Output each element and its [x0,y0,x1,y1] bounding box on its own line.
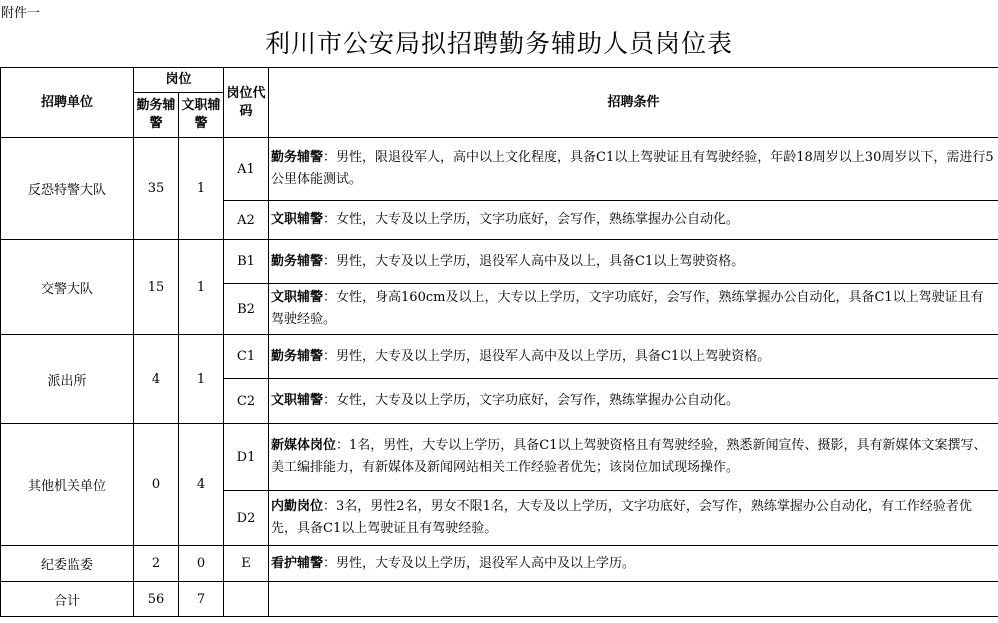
civil-count: 1 [179,240,224,335]
table-row [1,138,998,201]
total-conditions-empty [269,582,998,617]
positions-table [0,67,998,617]
condition-text: ：男性，限退役军人，高中以上文化程度，具备C1以上驾驶证且有驾驶经验，年龄18周岁以上30周岁以下，需进行5公里体能测试。 [271,150,994,187]
page-title: 利川市公安局拟招聘勤务辅助人员岗位表 [264,29,733,58]
attachment-label: 附件一 [1,6,41,21]
table-row [1,424,998,491]
condition-cell [269,284,998,335]
condition-cell [269,424,998,491]
condition-text: ：3名，男性2名，男女不限1名，大专及以上学历，文字功底好，会写作，熟练掌握办公自动化，有工作经验者优先，具备C1以上驾驶证且有驾驶经验。 [271,499,972,536]
duty-count: 2 [134,546,179,582]
total-civil: 7 [179,582,224,617]
condition-keyword: 文职辅警 [271,212,324,227]
condition-cell [269,201,998,240]
table-row [1,240,998,284]
civil-count: 1 [179,138,224,240]
unit-cell: 交警大队 [1,240,134,335]
condition-keyword: 勤务辅警 [271,253,324,269]
condition-keyword: 文职辅警 [271,393,324,408]
post-code: C2 [224,379,269,424]
civil-count: 0 [179,546,224,582]
condition-keyword: 文职辅警 [271,290,324,305]
post-code: D2 [224,491,269,546]
condition-cell [269,138,998,201]
condition-cell [269,491,998,546]
post-code: A1 [224,138,269,201]
unit-cell: 纪委监委 [1,546,134,582]
condition-keyword: 看护辅警 [271,555,324,571]
condition-cell [269,546,998,582]
total-duty: 56 [134,582,179,617]
total-code-empty [224,582,269,617]
post-code: E [224,546,269,582]
header-code: 岗位代码 [224,68,269,138]
condition-cell [269,379,998,424]
condition-cell [269,335,998,379]
duty-count: 0 [134,424,179,546]
total-row [1,582,998,617]
condition-text: ：男性，大专及以上学历，退役军人高中及以上学历。 [323,555,636,571]
condition-keyword: 新媒体岗位 [271,438,337,453]
condition-keyword: 勤务辅警 [271,150,324,165]
table-row [1,546,998,582]
condition-text: ：女性，身高160cm及以上，大专以上学历，文字功底好，会写作，熟练掌握办公自动化，具备C1以上驾驶证且有驾驶经验。 [271,290,984,327]
header-conditions: 招聘条件 [269,68,998,138]
condition-text: ：女性，大专及以上学历，文字功底好，会写作，熟练掌握办公自动化。 [323,212,740,227]
condition-text: ：男性，大专及以上学历，退役军人高中及以上，具备C1以上驾驶资格。 [323,253,745,269]
condition-keyword: 内勤岗位 [271,499,324,514]
unit-cell: 反恐特警大队 [1,138,134,240]
condition-text: ：男性，大专及以上学历，退役军人高中及以上学历，具备C1以上驾驶资格。 [323,348,771,364]
post-code: C1 [224,335,269,379]
condition-cell [269,240,998,284]
unit-cell: 派出所 [1,335,134,424]
post-code: B1 [224,240,269,284]
duty-count: 15 [134,240,179,335]
post-code: B2 [224,284,269,335]
civil-count: 4 [179,424,224,546]
condition-text: ：女性，大专及以上学历，文字功底好，会写作，熟练掌握办公自动化。 [323,393,740,408]
header-civil: 文职辅警 [179,93,224,138]
condition-keyword: 勤务辅警 [271,348,324,364]
post-code: D1 [224,424,269,491]
table-row [1,335,998,379]
header-post: 岗位 [134,68,224,93]
header-unit: 招聘单位 [1,68,134,138]
post-code: A2 [224,201,269,240]
duty-count: 35 [134,138,179,240]
total-label: 合计 [1,582,134,617]
header-duty: 勤务辅警 [134,93,179,138]
condition-text: ：1名，男性，大专以上学历，具备C1以上驾驶资格且有驾驶经验，熟悉新闻宣传、摄影，具有新媒体文案撰写、美工编排能力，有新媒体及新闻网站相关工作经验者优先；该岗位加试现场操作。 [271,438,987,475]
civil-count: 1 [179,335,224,424]
unit-cell: 其他机关单位 [1,424,134,546]
duty-count: 4 [134,335,179,424]
